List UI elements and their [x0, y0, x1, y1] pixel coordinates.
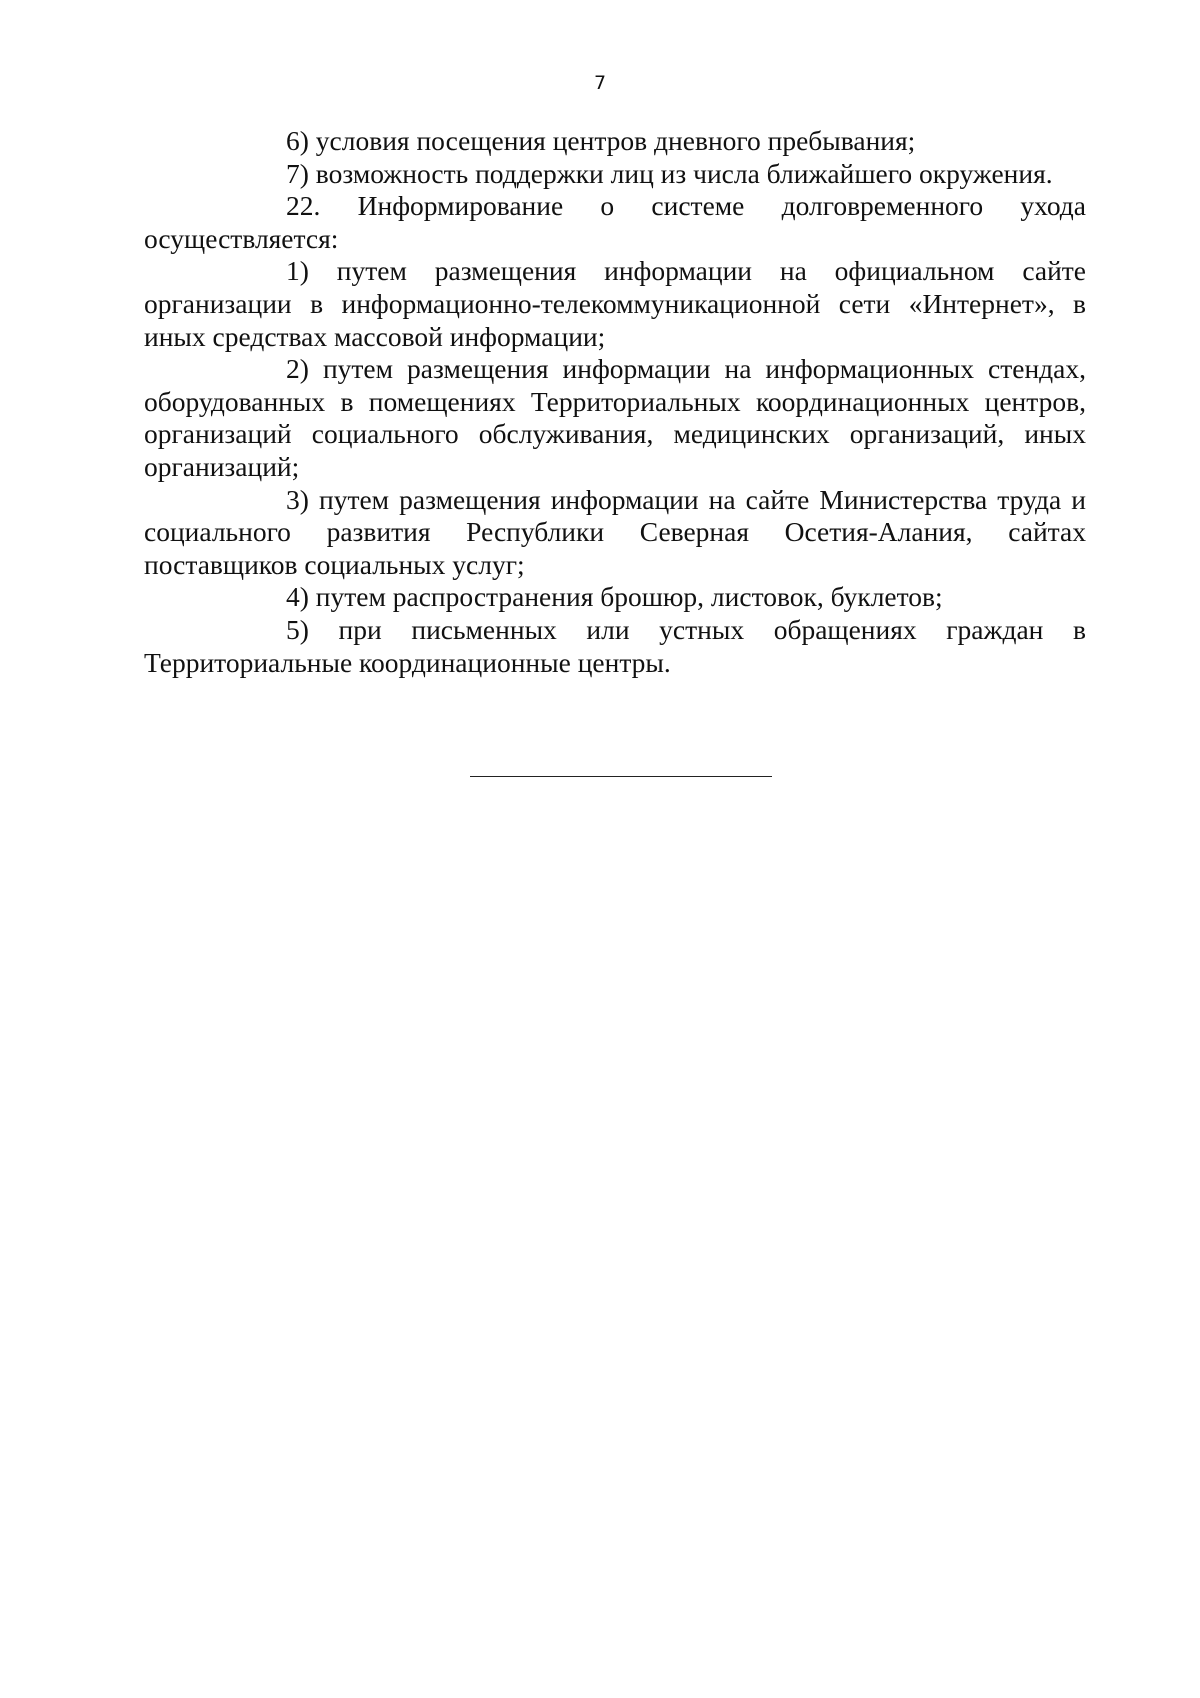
item-text: возможность поддержки лиц из числа ближайшего окружения.: [315, 157, 1053, 189]
item-number: 4): [286, 581, 309, 613]
section-text: Информирование о системе долговременного ухода осуществляется:: [144, 190, 1086, 254]
list-item: [144, 255, 1086, 353]
list-item: [144, 581, 1086, 614]
item-text: путем размещения информации на информационных стендах, оборудованных в помещениях Территориальных координационных центров, организаций социального обслуживания, медицинских организаций, иных организаций;: [144, 353, 1086, 482]
item-number: 6): [286, 125, 309, 156]
list-item: [144, 125, 1086, 158]
item-text: путем размещения информации на официальном сайте организации в информационно-телекоммуникационной сети «Интернет», в иных средствах массовой информации;: [144, 255, 1087, 352]
page-number: 7: [593, 72, 607, 94]
item-text: условия посещения центров дневного пребывания;: [315, 125, 916, 156]
list-item: [144, 614, 1086, 679]
document-body: [144, 125, 1086, 679]
list-item: [144, 158, 1086, 191]
section-paragraph: [144, 190, 1086, 255]
list-item: [144, 353, 1086, 483]
item-text: путем распространения брошюр, листовок, буклетов;: [315, 581, 943, 613]
item-number: 5): [286, 613, 309, 645]
item-number: 3): [286, 483, 309, 515]
item-text: путем размещения информации на сайте Министерства труда и социального развития Республики Северная Осетия-Алания, сайтах поставщиков социальных услуг;: [144, 483, 1086, 580]
item-number: 2): [286, 353, 309, 385]
list-item: [144, 484, 1086, 582]
item-number: 1): [286, 255, 309, 287]
end-of-document-rule: [470, 776, 772, 777]
section-number: 22.: [286, 190, 321, 222]
item-number: 7): [286, 157, 309, 189]
item-text: при письменных или устных обращениях граждан в Территориальные координационные центры.: [144, 613, 1086, 678]
